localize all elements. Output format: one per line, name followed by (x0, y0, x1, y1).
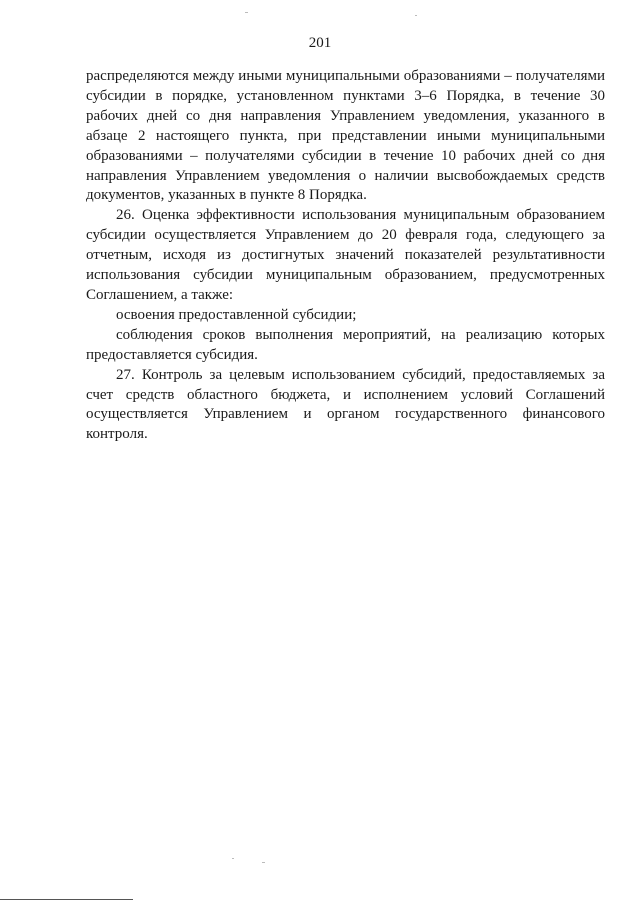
paragraph-27: 27. Контроль за целевым использованием субсидий, предоставляемых за счет средств областного бюджета, и исполнением условий Соглашений осуществляется Управлением и органом государственного финансового контроля. (86, 366, 605, 443)
paragraph-26-item-1: освоения предоставленной субсидии; (116, 306, 357, 323)
page-number: 201 (308, 35, 332, 51)
paragraph-26-item-2: соблюдения сроков выполнения мероприятий, на реализацию которых предоставляется субсидия. (86, 326, 605, 363)
bottom-edge-line (0, 899, 133, 900)
scan-speck (262, 862, 265, 863)
scan-speck (415, 15, 417, 16)
scan-speck (245, 12, 248, 13)
document-body (86, 67, 605, 445)
scan-speck (232, 858, 234, 859)
paragraph-26: 26. Оценка эффективности использования муниципальным образованием субсидии осуществляется Управлением до 20 февраля года, следующего за отчетным, исходя из достигнутых значений показателей результативности использования субсидии муниципальным образованием, предусмотренных Соглашением, а также: (86, 207, 605, 303)
paragraph-continuation: распределяются между иными муниципальными образованиями – получателями субсидии в порядке, установленном пунктами 3–6 Порядка, в течение 30 рабочих дней со дня направления Управлением уведомления, указанного в абзаце 2 настоящего пункта, при представлении иными муниципальными образованиями – получателями субсидии в течение 10 рабочих дней со дня направления Управлением уведомления о наличии высвобождаемых средств документов, указанных в пункте 8 Порядка. (86, 68, 605, 204)
